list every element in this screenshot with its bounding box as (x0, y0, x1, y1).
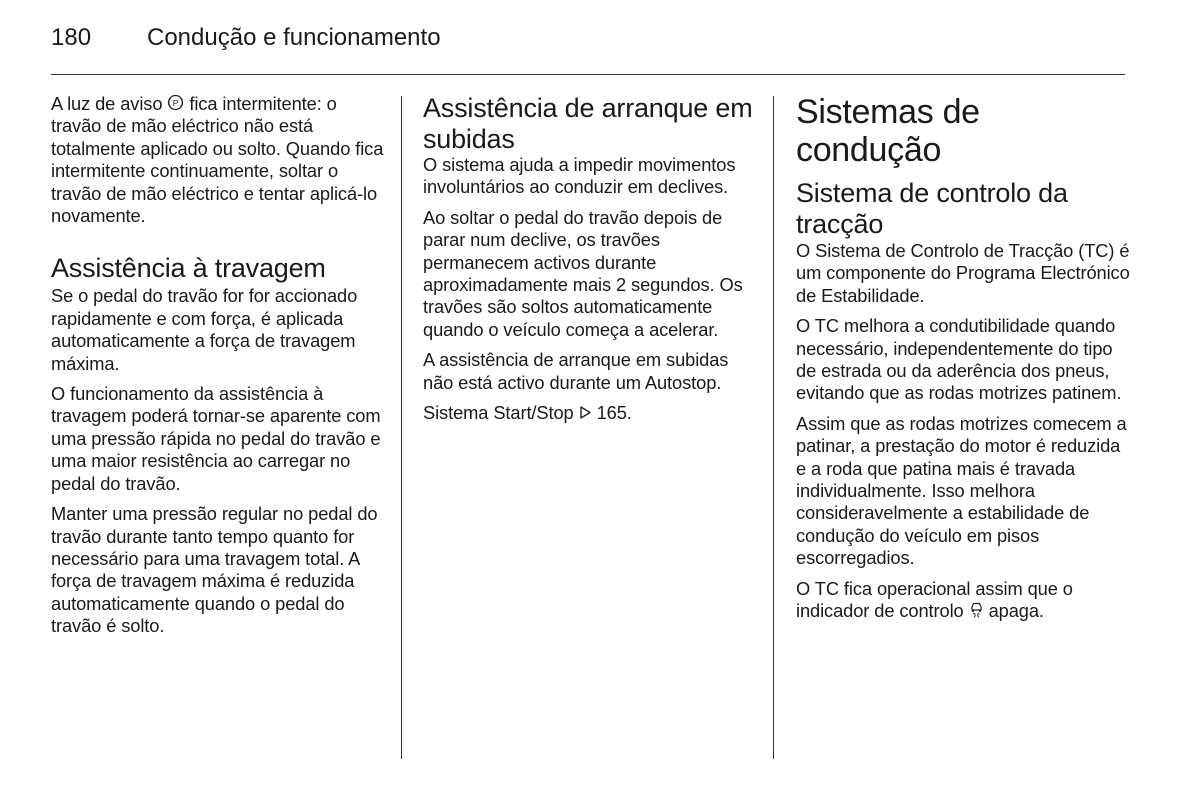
paragraph: O TC melhora a condutibilidade quando necessário, independentemente do tipo de estrada ou da aderência dos pneus, evitando que as rodas motrizes patinem. (796, 315, 1122, 404)
paragraph: Manter uma pressão regular no pedal do travão durante tanto tempo quanto for necessário para uma travagem total. A força de travagem máxima é reduzida automaticamente quando o pedal do travão é solto. (51, 503, 378, 637)
reference-page-link[interactable]: 165. (591, 402, 632, 424)
paragraph: Assim que as rodas motrizes comecem a patinar, a prestação do motor é reduzida e a roda que patina mais é travada individualmente. Isso melhora consideravelmente a estabilidade de condução do veículo em pisos escorregadios. (796, 412, 1127, 569)
column-divider (401, 96, 402, 759)
paragraph: O sistema ajuda a impedir movimentos involuntários ao conduzir em declives. (423, 154, 736, 198)
traction-control-indicator-icon (969, 601, 984, 618)
paragraph: A assistência de arranque em subidas não está activo durante um Autostop. (423, 349, 729, 393)
section-heading-traction-control: Sistema de controlo da tracção (796, 178, 1068, 239)
paragraph: Se o pedal do travão for for accionado rapidamente e com força, é aplicada automaticamente a força de travagem máxima. (51, 285, 358, 374)
chapter-title-driving-systems: Sistemas de condução (796, 93, 980, 169)
page-header (51, 24, 441, 58)
page-number: 180 (51, 24, 92, 51)
page-reference-arrow-icon (579, 405, 592, 420)
paragraph: Ao soltar o pedal do travão depois de parar num declive, os travões permanecem activos durante aproximadamente mais 2 segundos. Os travões são soltos automaticamente quando o veículo começa a acelerar. (423, 206, 743, 340)
section-heading-hill-start-assist: Assistência de arranque em subidas (423, 93, 753, 154)
paragraph: O funcionamento da assistência à travagem poderá tornar-se aparente com uma pressão rápida no pedal do travão e uma maior resistência ao carregar no pedal do travão. (51, 383, 381, 494)
page-header-title: Condução e funcionamento (147, 24, 441, 51)
column-divider (773, 96, 774, 759)
header-rule (51, 74, 1125, 75)
column-right (796, 93, 1131, 631)
section-heading-brake-assist: Assistência à travagem (51, 253, 326, 284)
parking-brake-warning-paragraph: A luz de aviso P fica intermitente: o travão de mão eléctrico não está totalmente aplicado ou solto. Quando fica intermitente continuamente, soltar o travão de mão eléctrico e tentar aplicá-lo novamente. (51, 93, 384, 227)
svg-text:P: P (173, 97, 179, 108)
start-stop-reference: Sistema Start/Stop 165. (423, 402, 632, 424)
paragraph: O Sistema de Controlo de Tracção (TC) é um componente do Programa Electrónico de Estabilidade. (796, 240, 1130, 306)
traction-control-indicator-paragraph: O TC fica operacional assim que o indicador de controlo apaga. (796, 577, 1073, 622)
column-middle (423, 93, 758, 432)
parking-brake-warning-icon (167, 94, 184, 111)
column-left (51, 93, 386, 646)
